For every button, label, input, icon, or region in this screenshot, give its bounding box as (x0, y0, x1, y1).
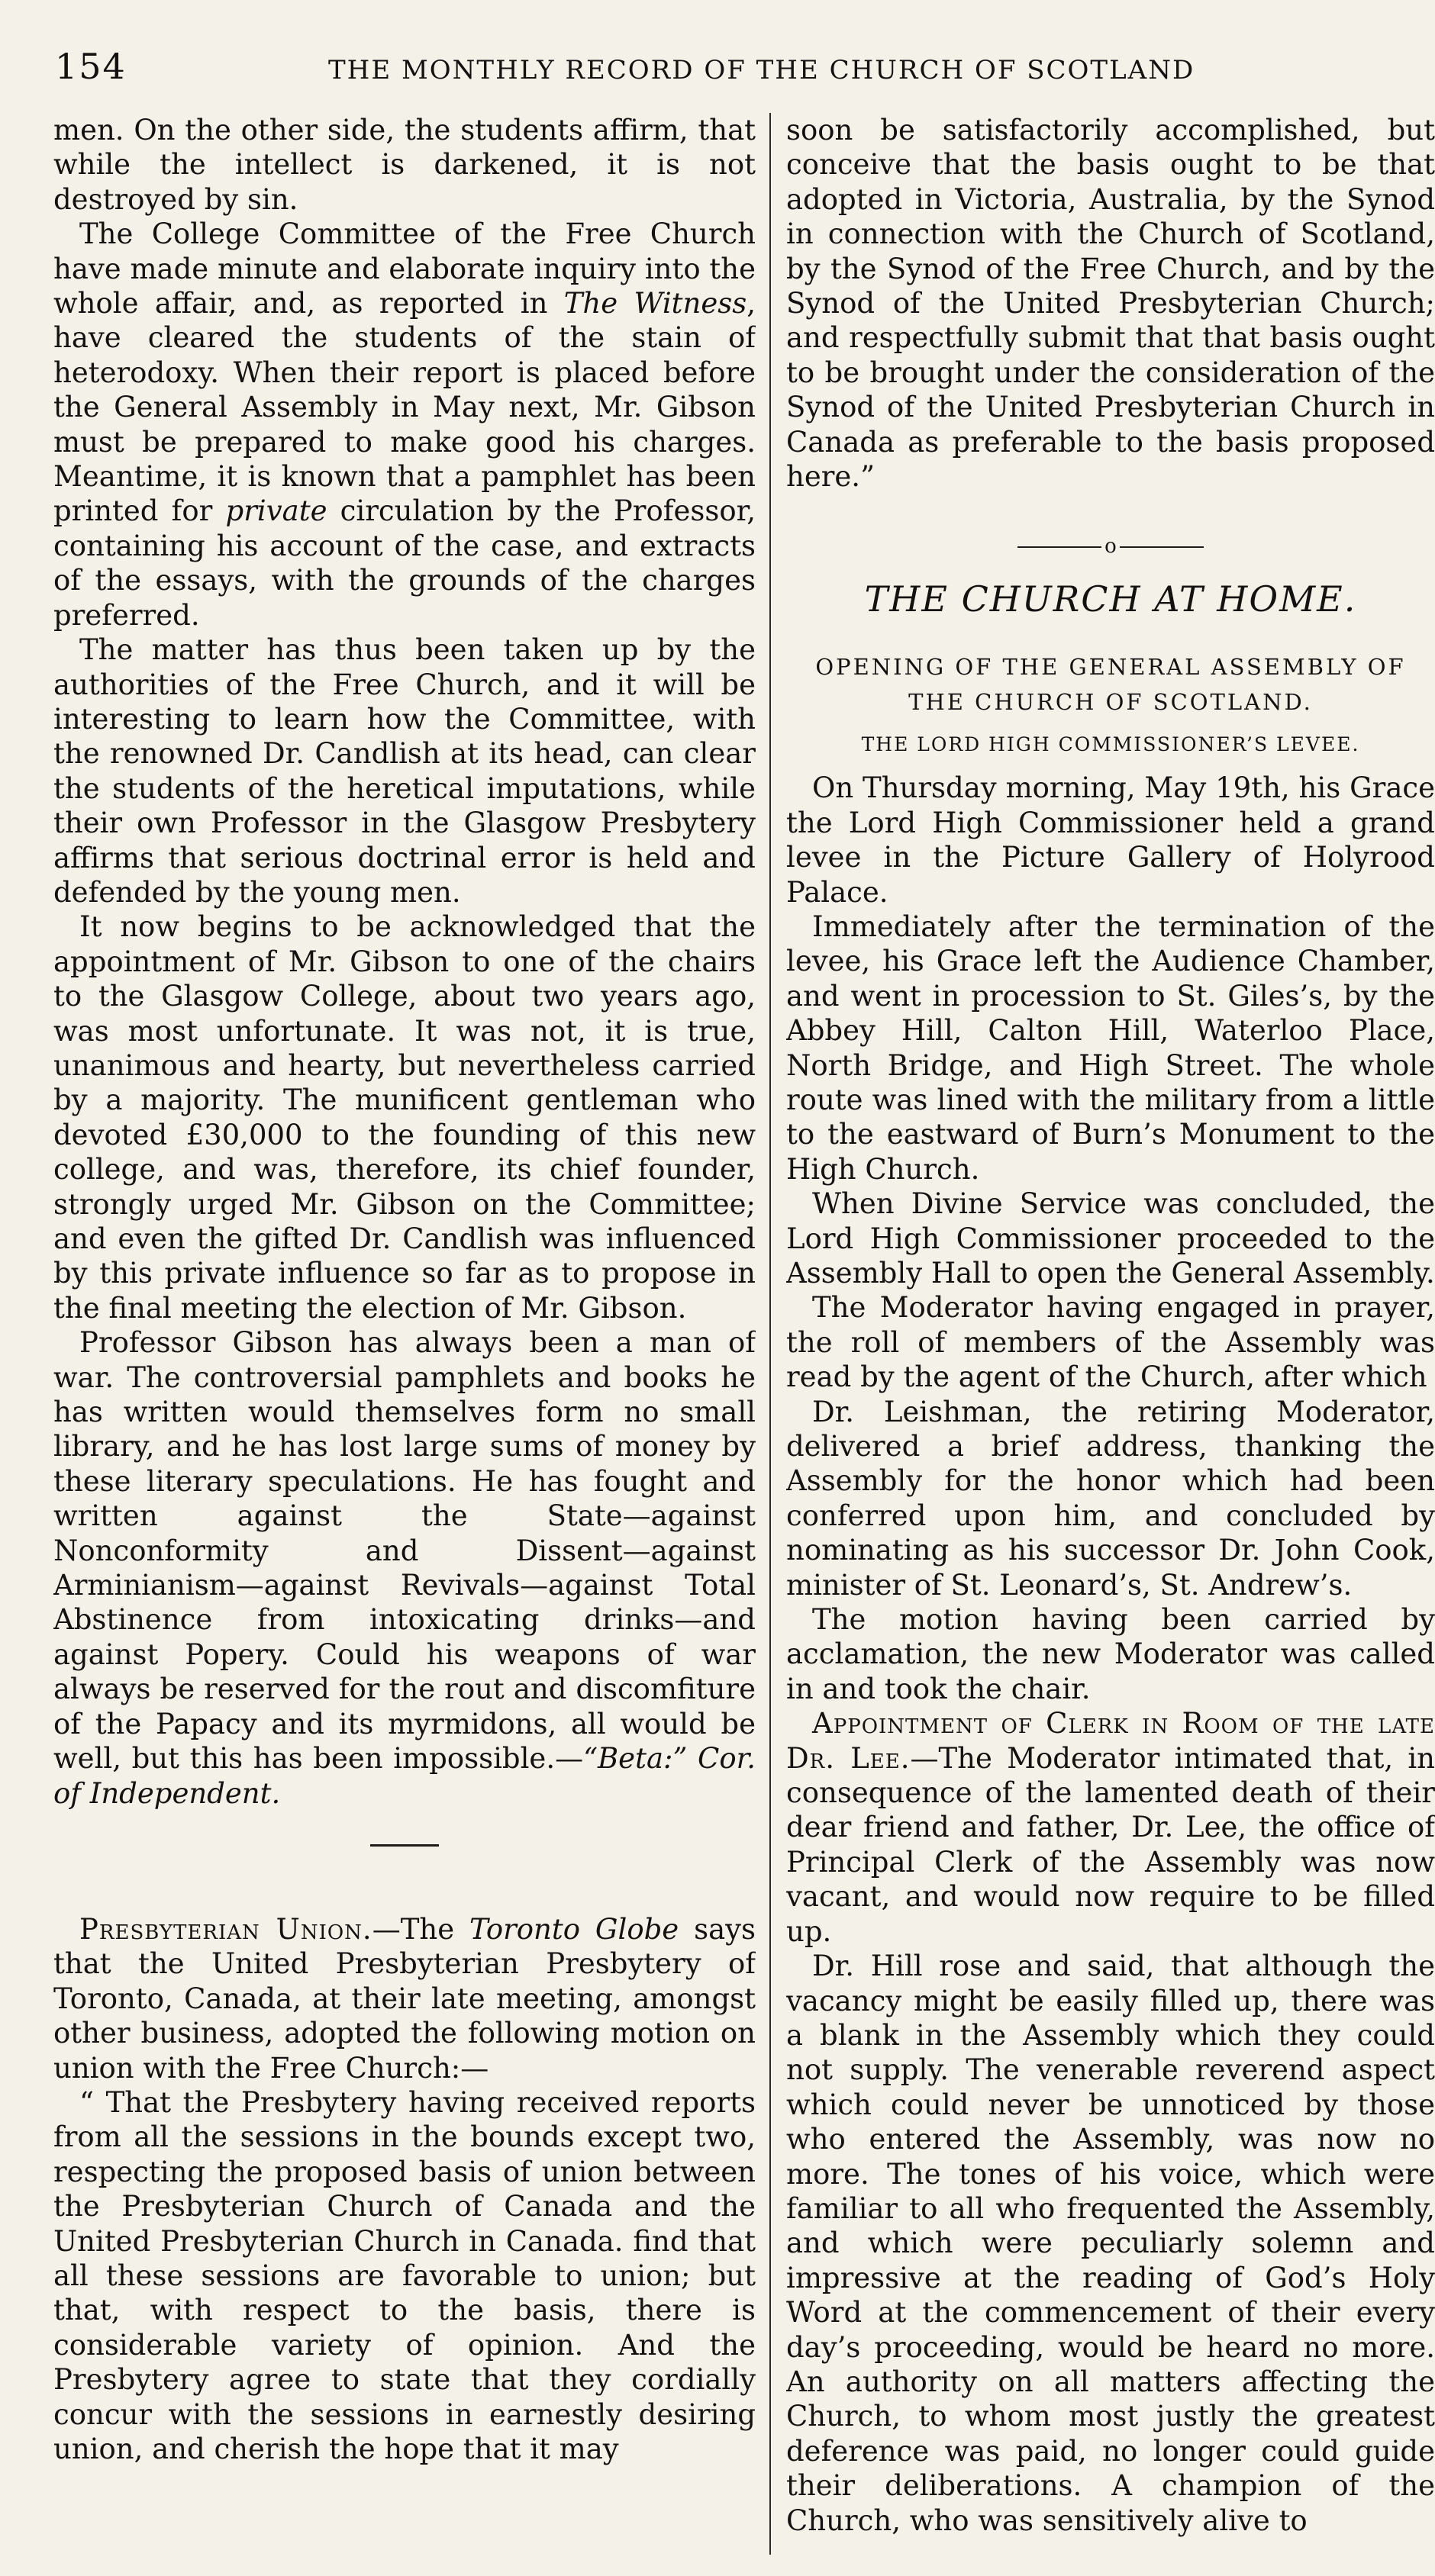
right-paragraph-9: Dr. Hill rose and said, that although the vacancy might be easily filled up, there was a blank in the Assembly which they could not supply. The venerable reverend aspect which could never be unnoticed by those who entered the Assembly, was now no more. The tones of his voice, which were familiar to all who frequented the Assembly, and which were peculiarly solemn and impressive at the reading of God’s Holy Word at the commencement of their every day’s proceeding, would be heard no more. An authority on all matters affecting the Church, to whom most justly the greatest deference was paid, no longer could guide their deliberations. A champion of the Church, who was sensitively alive to (786, 1950, 1435, 2537)
left-paragraph-3: The matter has thus been taken up by the authorities of the Free Church, and it will be interesting to learn how the Committee, with the renowned Dr. Candlish at its head, can clear the students of the heretical imputations, while their own Professor in the Glasgow Presbytery affirms that serious doctrinal error is held and defended by the young men. (53, 633, 756, 909)
right-paragraph-6: Dr. Leishman, the retiring Moderator, delivered a brief address, thanking the Assembly for the honor which had been conferred upon him, and concluded by nominating as his successor Dr. John Cook, minister of St. Leonard’s, St. Andrew’s. (786, 1395, 1435, 1602)
section-separator (786, 527, 1435, 558)
left-column (53, 113, 756, 2555)
text-run: The College Committee of the Free Church have made minute and elaborate inquiry into the whole affair, and, as reported in (53, 217, 756, 320)
article-separator (370, 1844, 439, 1847)
separator-line (1120, 546, 1204, 548)
article-heading (786, 649, 1435, 720)
italic-run: Toronto Globe (469, 1912, 679, 1946)
running-head (46, 38, 1412, 87)
separator-mark: o (1104, 535, 1117, 559)
article-heading-line-1: OPENING OF THE GENERAL ASSEMBLY OF (815, 653, 1406, 680)
small-caps-run: Presbyterian Union. (79, 1912, 372, 1946)
left-paragraph-2 (53, 217, 756, 633)
small-caps-run: Appointment of Clerk in Room of the late Dr. Lee. (786, 1707, 1435, 1775)
italic-run: “Beta:” Cor. of Independent. (53, 1742, 756, 1810)
right-paragraph-4: When Divine Service was concluded, the Lord High Commissioner proceeded to the Assembly Hall to open the General Assembly. (786, 1187, 1435, 1290)
column-rule (769, 113, 771, 2555)
text-run: —The Moderator intimated that, in consequence of the lamented death of their dear friend and father, Dr. Lee, the office of Principal Clerk of the Assembly was now vacant, and would now require to be filled up. (786, 1741, 1435, 1948)
text-run: circulation by the Professor, containing his account of the case, and extracts of the essays, with the grounds of the charges preferred. (53, 494, 756, 632)
page-number: 154 (55, 46, 127, 87)
article-heading-line-2: THE CHURCH OF SCOTLAND. (908, 688, 1313, 715)
italic-run: The Witness (563, 287, 747, 320)
right-column (786, 113, 1435, 2555)
left-paragraph-7: “ That the Presbytery having received reports from all the sessions in the bounds except two, respecting the proposed basis of union between the Presbyterian Church of Canada and the United Presbyterian Church in Canada. find that all these sessions are favorable to union; but that, with respect to the basis, there is considerable variety of opinion. And the Presbytery agree to state that they cordially concur with the sessions in earnestly desiring union, and cherish the hope that it may (53, 2085, 756, 2465)
right-paragraph-1: soon be satisfactorily accomplished, but conceive that the basis ought to be that adopted in Victoria, Australia, by the Synod in connection with the Church of Scotland, by the Synod of the Free Church, and by the Synod of the United Presbyterian Church; and respectfully submit that that basis ought to be brought under the consideration of the Synod of the United Presbyterian Church in Canada as preferable to the basis proposed here.” (786, 114, 1435, 494)
publication-title: THE MONTHLY RECORD OF THE CHURCH OF SCOTLAND (328, 55, 1195, 85)
italic-run: private (225, 494, 327, 528)
right-paragraph-3: Immediately after the termination of the levee, his Grace left the Audience Chamber, and went in procession to St. Giles’s, by the Abbey Hill, Calton Hill, Waterloo Place, North Bridge, and High Street. The whole route was lined with the military from a little to the eastward of Burn’s Monument to the High Church. (786, 910, 1435, 1186)
text-run: says that the United Presbyterian Presbytery of Toronto, Canada, at their late meeting, amongst other business, adopted the following motion on union with the Free Church:— (53, 1912, 756, 2085)
right-paragraph-5: The Moderator having engaged in prayer, the roll of members of the Assembly was read by the agent of the Church, after which (786, 1291, 1435, 1394)
right-paragraph-7: The motion having been carried by acclamation, the new Moderator was called in and took the chair. (786, 1603, 1435, 1705)
left-paragraph-5 (53, 1325, 756, 1811)
left-paragraph-6 (53, 1912, 756, 2085)
text-run: Professor Gibson has always been a man of war. The controversial pamphlets and books he has written would themselves form no small library, and he has lost large sums of money by these literary speculations. He has fought and written against the State—against Nonconformity and Dissent—against Arminianism—against Revivals—against Total Abstinence from intoxicating drinks—and against Popery. Could his weapons of war always be reserved for the rout and discomfiture of the Papacy and its myrmidons, all would be well, but this has been impossible.— (53, 1326, 756, 1776)
article-subheading: THE LORD HIGH COMMISSIONER’S LEVEE. (861, 733, 1360, 755)
text-run: —The (372, 1912, 470, 1946)
left-paragraph-1: men. On the other side, the students affirm, that while the intellect is darkened, it is not destroyed by sin. (53, 114, 756, 216)
text-run: , have cleared the students of the stain of heterodoxy. When their report is placed before the General Assembly in May next, Mr. Gibson must be prepared to make good his charges. Meantime, it is known that a pamphlet has been printed for (53, 287, 756, 528)
right-paragraph-2: On Thursday morning, May 19th, his Grace the Lord High Commissioner held a grand levee in the Picture Gallery of Holyrood Palace. (786, 771, 1435, 909)
right-paragraph-8 (786, 1706, 1435, 1949)
separator-line (1017, 546, 1101, 548)
left-paragraph-4: It now begins to be acknowledged that the appointment of Mr. Gibson to one of the chairs to the Glasgow College, about two years ago, was most unfortunate. It was not, it is true, unanimous and hearty, but nevertheless carried by a majority. The munificent gentleman who devoted £30,000 to the founding of this new college, and was, therefore, its chief founder, strongly urged Mr. Gibson on the Committee; and even the gifted Dr. Candlish was influenced by this private influence so far as to propose in the final meeting the election of Mr. Gibson. (53, 910, 756, 1325)
section-title: THE CHURCH AT HOME. (864, 578, 1357, 620)
